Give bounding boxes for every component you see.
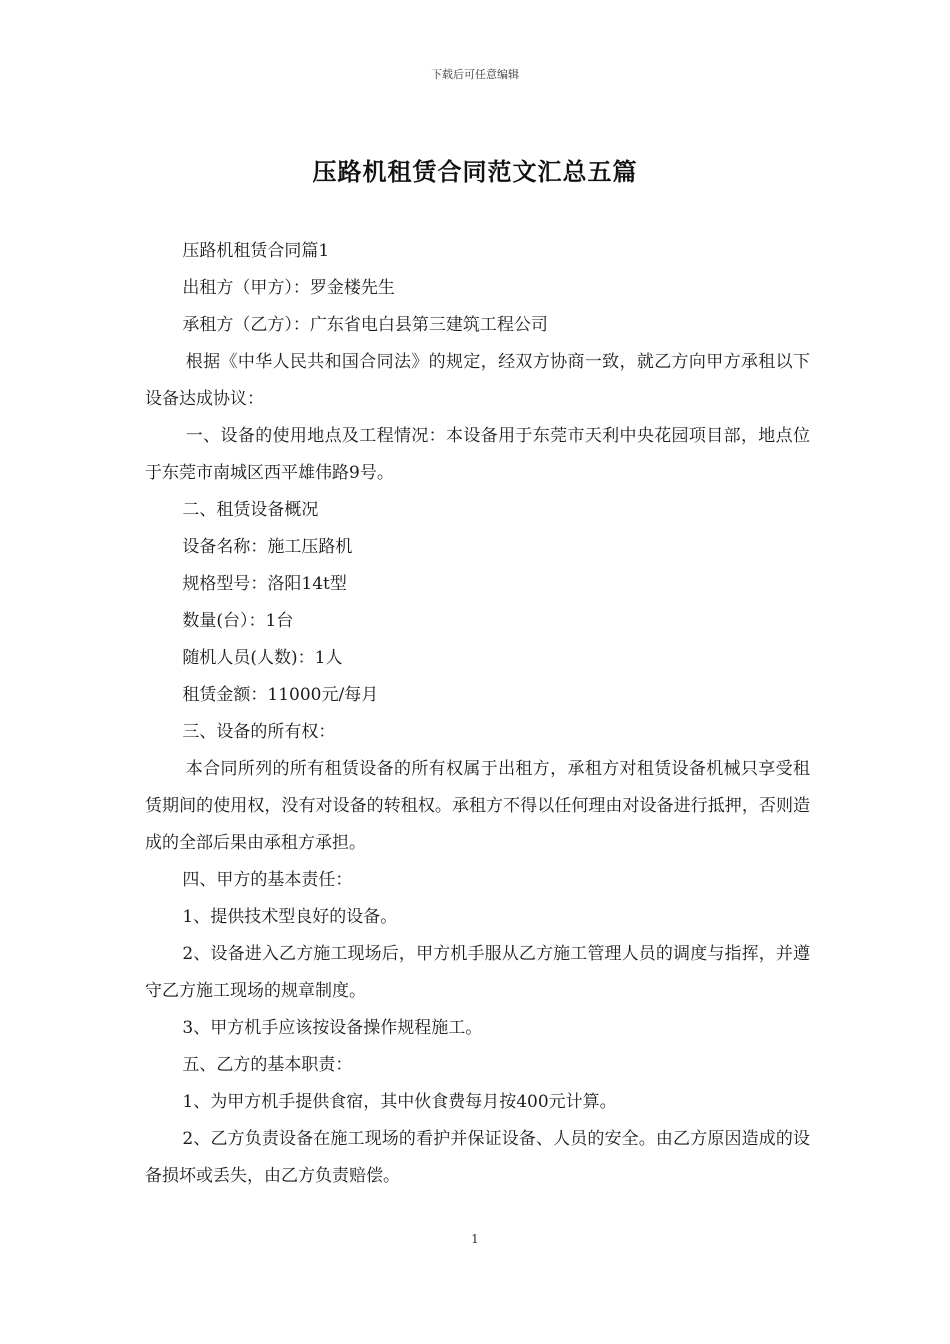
paragraph-party-a-heading: 四、甲方的基本责任：: [182, 870, 353, 890]
paragraph-lessee: 承租方（乙方）：广东省电白县第三建筑工程公司: [182, 315, 548, 335]
paragraph-ownership-heading: 三、设备的所有权：: [182, 722, 336, 742]
paragraph-equipment-model: 规格型号：洛阳14t型: [182, 574, 347, 594]
paragraph-staff-count: 随机人员(人数)：1人: [182, 648, 343, 668]
paragraph-equipment-quantity: 数量(台）：1台: [182, 611, 294, 631]
header-note: 下载后可任意编辑: [431, 68, 519, 81]
page-number: 1: [471, 1232, 479, 1246]
paragraph-lessor: 出租方（甲方）：罗金楼先生: [182, 278, 395, 298]
paragraph-location: 一、设备的使用地点及工程情况：本设备用于东莞市天利中央花园项目部，地点位于东莞市南城区西平雄伟路9号。: [145, 426, 810, 483]
paragraph-party-a-item-1: 1、提供技术型良好的设备。: [182, 907, 398, 927]
document-body: [145, 233, 810, 1195]
paragraph-party-b-heading: 五、乙方的基本职责：: [182, 1055, 353, 1075]
paragraph-section-heading: 压路机租赁合同篇1: [182, 241, 330, 261]
paragraph-rental-amount: 租赁金额：11000元/每月: [182, 685, 379, 705]
paragraph-party-b-item-1: 1、为甲方机手提供食宿，其中伙食费每月按400元计算。: [182, 1092, 617, 1112]
paragraph-equipment-name: 设备名称：施工压路机: [182, 537, 353, 557]
document-title: 压路机租赁合同范文汇总五篇: [312, 157, 638, 186]
paragraph-party-a-item-3: 3、甲方机手应该按设备操作规程施工。: [182, 1018, 483, 1038]
paragraph-preamble: 根据《中华人民共和国合同法》的规定，经双方协商一致，就乙方向甲方承租以下设备达成协议：: [145, 352, 810, 409]
paragraph-equipment-overview: 二、租赁设备概况: [182, 500, 319, 520]
paragraph-party-a-item-2: 2、设备进入乙方施工现场后，甲方机手服从乙方施工管理人员的调度与指挥，并遵守乙方施工现场的规章制度。: [145, 944, 810, 1001]
paragraph-ownership: 本合同所列的所有租赁设备的所有权属于出租方，承租方对租赁设备机械只享受租赁期间的使用权，没有对设备的转租权。承租方不得以任何理由对设备进行抵押，否则造成的全部后果由承租方承担。: [145, 759, 810, 853]
paragraph-party-b-item-2: 2、乙方负责设备在施工现场的看护并保证设备、人员的安全。由乙方原因造成的设备损坏或丢失，由乙方负责赔偿。: [145, 1129, 810, 1186]
